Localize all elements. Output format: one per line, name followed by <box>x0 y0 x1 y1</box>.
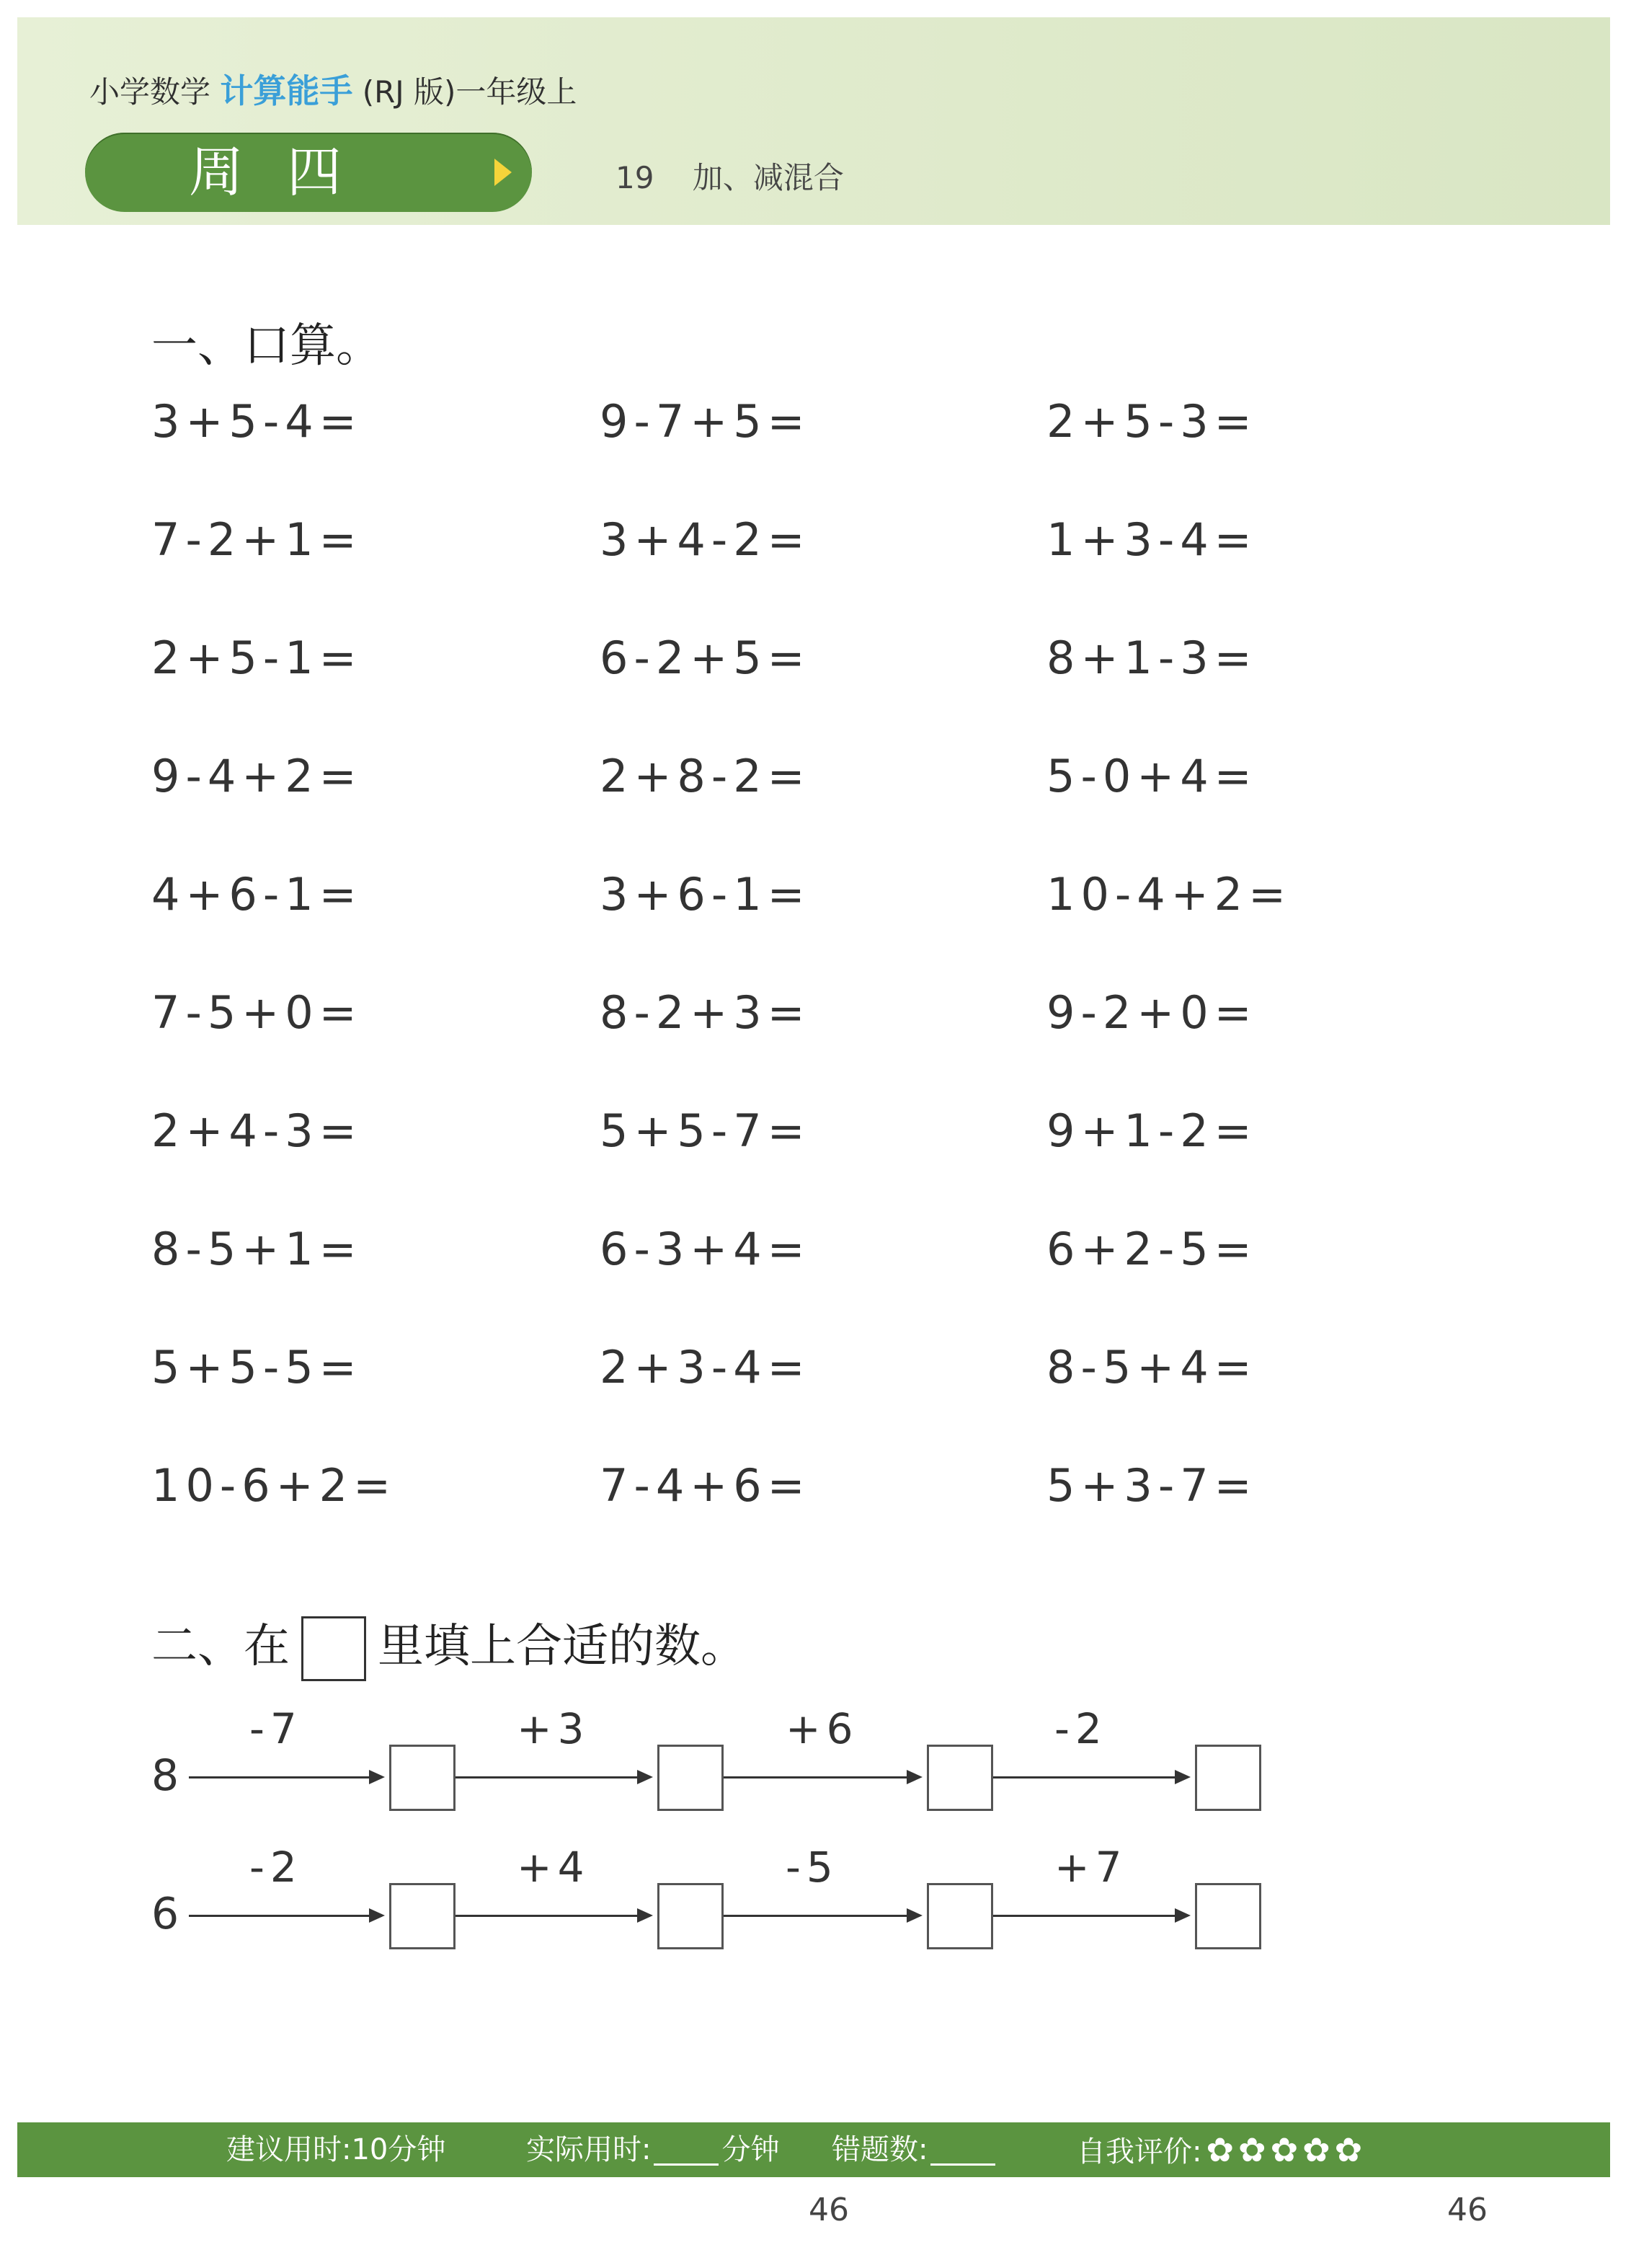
answer-box[interactable] <box>1195 1745 1261 1811</box>
chain-start-number: 6 <box>151 1889 179 1939</box>
equation: 5+3-7= <box>1046 1459 1258 1512</box>
self-evaluation <box>1077 2122 1362 2177</box>
actual-time-label: 实际用时: <box>526 2133 652 2166</box>
arrow-icon <box>993 1915 1188 1917</box>
equation: 5+5-5= <box>151 1341 363 1394</box>
equation: 7-5+0= <box>151 986 363 1039</box>
answer-box[interactable] <box>1195 1883 1261 1949</box>
chain-operation: +4 <box>517 1843 590 1892</box>
equation: 10-4+2= <box>1046 868 1292 921</box>
equation: 8+1-3= <box>1046 632 1258 684</box>
equation: 9-4+2= <box>151 750 363 802</box>
equation: 5+5-7= <box>600 1104 811 1157</box>
equation: 4+6-1= <box>151 868 363 921</box>
self-eval-flowers <box>1201 2130 1363 2169</box>
actual-time-unit: 分钟 <box>721 2133 780 2166</box>
answer-box[interactable] <box>389 1883 455 1949</box>
chain-start-number: 8 <box>151 1750 179 1801</box>
chain-operation: +3 <box>517 1704 590 1753</box>
equation: 2+5-3= <box>1046 395 1258 448</box>
equation: 8-2+3= <box>600 986 811 1039</box>
equation: 7-2+1= <box>151 513 363 566</box>
equation: 6+2-5= <box>1046 1223 1258 1275</box>
equation: 8-5+4= <box>1046 1341 1258 1394</box>
arrow-icon <box>993 1776 1188 1778</box>
equation: 7-4+6= <box>600 1459 811 1512</box>
chain-operation: +7 <box>1054 1843 1128 1892</box>
section1-title: 一、口算。 <box>151 319 382 373</box>
actual-time-blank[interactable] <box>654 2138 719 2166</box>
equation: 8-5+1= <box>151 1223 363 1275</box>
play-arrow-icon <box>494 159 512 186</box>
page-header <box>17 17 1610 225</box>
chain-operation: -2 <box>249 1843 303 1892</box>
arrow-icon <box>724 1915 920 1917</box>
equation: 2+5-1= <box>151 632 363 684</box>
chain-operation: -7 <box>249 1704 303 1753</box>
answer-box[interactable] <box>657 1745 724 1811</box>
self-eval-label: 自我评价: <box>1077 2135 1202 2169</box>
equation: 3+4-2= <box>600 513 811 566</box>
lesson-number: 19 <box>615 160 654 195</box>
page-number-center: 46 <box>809 2192 849 2228</box>
book-prefix: 小学数学 <box>89 74 211 110</box>
answer-box[interactable] <box>389 1745 455 1811</box>
equation: 9-2+0= <box>1046 986 1258 1039</box>
error-count-blank[interactable] <box>930 2138 995 2166</box>
flower-icon[interactable]: ✿ <box>1334 2130 1363 2169</box>
equation: 3+6-1= <box>600 868 811 921</box>
arrow-icon <box>455 1915 650 1917</box>
lesson-title: 加、减混合 <box>692 160 844 195</box>
footer-bar <box>17 2122 1610 2177</box>
chain-operation: +6 <box>786 1704 859 1753</box>
equation: 6-3+4= <box>600 1223 811 1275</box>
section2-title-after: 里填上合适的数。 <box>378 1620 747 1673</box>
equation: 9-7+5= <box>600 395 811 448</box>
equation: 2+8-2= <box>600 750 811 802</box>
book-suffix: (RJ 版)一年级上 <box>362 74 577 110</box>
blank-box-icon <box>301 1616 366 1681</box>
equation: 3+5-4= <box>151 395 363 448</box>
answer-box[interactable] <box>927 1883 993 1949</box>
arrow-icon <box>189 1915 382 1917</box>
day-label: 周四 <box>189 140 385 204</box>
arrow-icon <box>455 1776 650 1778</box>
flower-icon[interactable]: ✿ <box>1270 2130 1299 2169</box>
suggested-time: 建议用时:10分钟 <box>226 2133 446 2166</box>
equation: 10-6+2= <box>151 1459 397 1512</box>
section2-title <box>151 1609 747 1681</box>
book-brand: 计算能手 <box>220 71 353 110</box>
equation: 2+3-4= <box>600 1341 811 1394</box>
flower-icon[interactable]: ✿ <box>1206 2130 1235 2169</box>
actual-time <box>526 2122 779 2177</box>
equation: 9+1-2= <box>1046 1104 1258 1157</box>
chain-operation: -5 <box>786 1843 839 1892</box>
equation: 1+3-4= <box>1046 513 1258 566</box>
arrow-icon <box>724 1776 920 1778</box>
equation: 6-2+5= <box>600 632 811 684</box>
page-number-right: 46 <box>1447 2192 1488 2228</box>
equation: 2+4-3= <box>151 1104 363 1157</box>
error-count-label: 错题数: <box>832 2133 928 2166</box>
lesson-heading <box>615 154 844 198</box>
answer-box[interactable] <box>657 1883 724 1949</box>
book-title <box>89 65 577 112</box>
flower-icon[interactable]: ✿ <box>1302 2130 1330 2169</box>
flower-icon[interactable]: ✿ <box>1238 2130 1266 2169</box>
section2-title-before: 二、在 <box>151 1620 290 1673</box>
chain-operation: -2 <box>1054 1704 1108 1753</box>
answer-box[interactable] <box>927 1745 993 1811</box>
equation: 5-0+4= <box>1046 750 1258 802</box>
error-count <box>832 2122 998 2177</box>
arrow-icon <box>189 1776 382 1778</box>
day-badge <box>85 133 532 212</box>
